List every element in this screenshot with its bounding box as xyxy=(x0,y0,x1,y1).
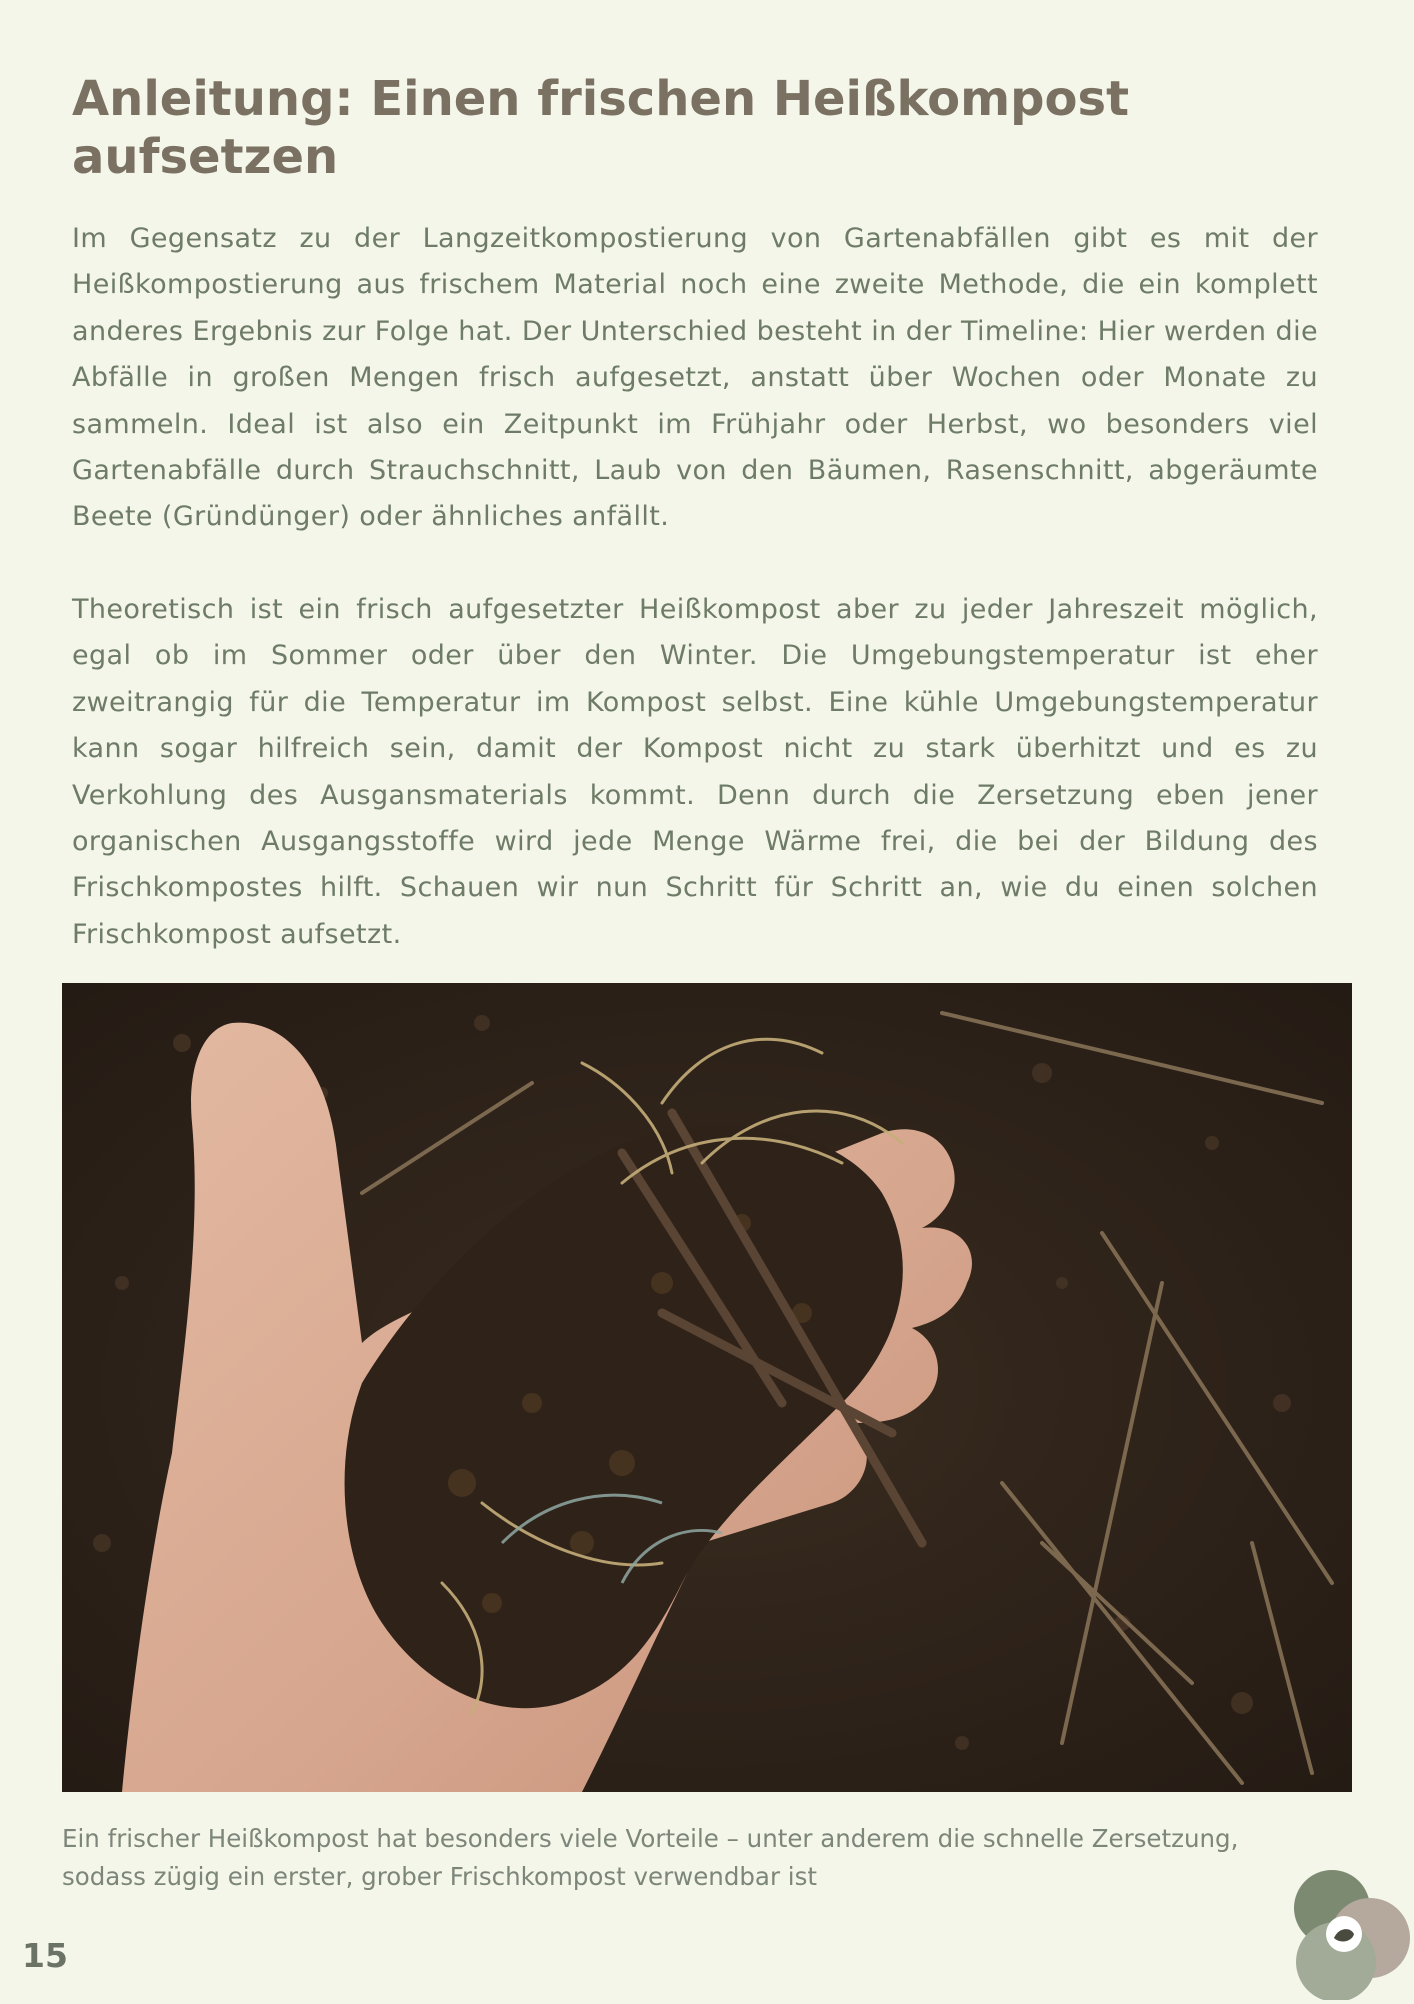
brand-logo xyxy=(1282,1868,1414,2000)
body-paragraph-2: Theoretisch ist ein frisch aufgesetzter Heißkompost aber zu jeder Jahreszeit möglich, egal ob im Sommer oder über den Winter. Die Umgebungstemperatur ist eher zweitrangig für die Temperatur im Kompost selbst. Eine kühle Umgebungstemperatur kann sogar hilfreich sein, damit der Kompost nicht zu stark überhitzt und es zu Verkohlung des Ausgansmaterials kommt. Denn durch die Zersetzung eben jener organischen Ausgangsstoffe wird jede Menge Wärme frei, die bei der Bildung des Frischkompostes hilft. Schauen wir nun Schritt für Schritt an, wie du einen solchen Frischkompost aufsetzt. xyxy=(72,594,1318,950)
body-paragraph-1: Im Gegensatz zu der Langzeitkompostierung von Gartenabfällen gibt es mit der Heißkompostierung aus frischem Material noch eine zweite Methode, die ein komplett anderes Ergebnis zur Folge hat. Der Unterschied besteht in der Timeline: Hier werden die Abfälle in großen Mengen frisch aufgesetzt, anstatt über Wochen oder Monate zu sammeln. Ideal ist also ein Zeitpunkt im Frühjahr oder Herbst, wo besonders viel Gartenabfälle durch Strauchschnitt, Laub von den Bäumen, Rasenschnitt, abgeräumte Beete (Gründünger) oder ähnliches anfällt. xyxy=(72,223,1318,533)
compost-photo xyxy=(62,983,1352,1792)
page-number: 15 xyxy=(22,1936,68,1975)
page-title: Anleitung: Einen frischen Heißkompost aufsetzen xyxy=(72,71,1130,185)
photo-caption: Ein frischer Heißkompost hat besonders viele Vorteile – unter anderem die schnelle Zersetzung, sodass zügig ein erster, grober Frischkompost verwendbar ist xyxy=(62,1824,1239,1891)
